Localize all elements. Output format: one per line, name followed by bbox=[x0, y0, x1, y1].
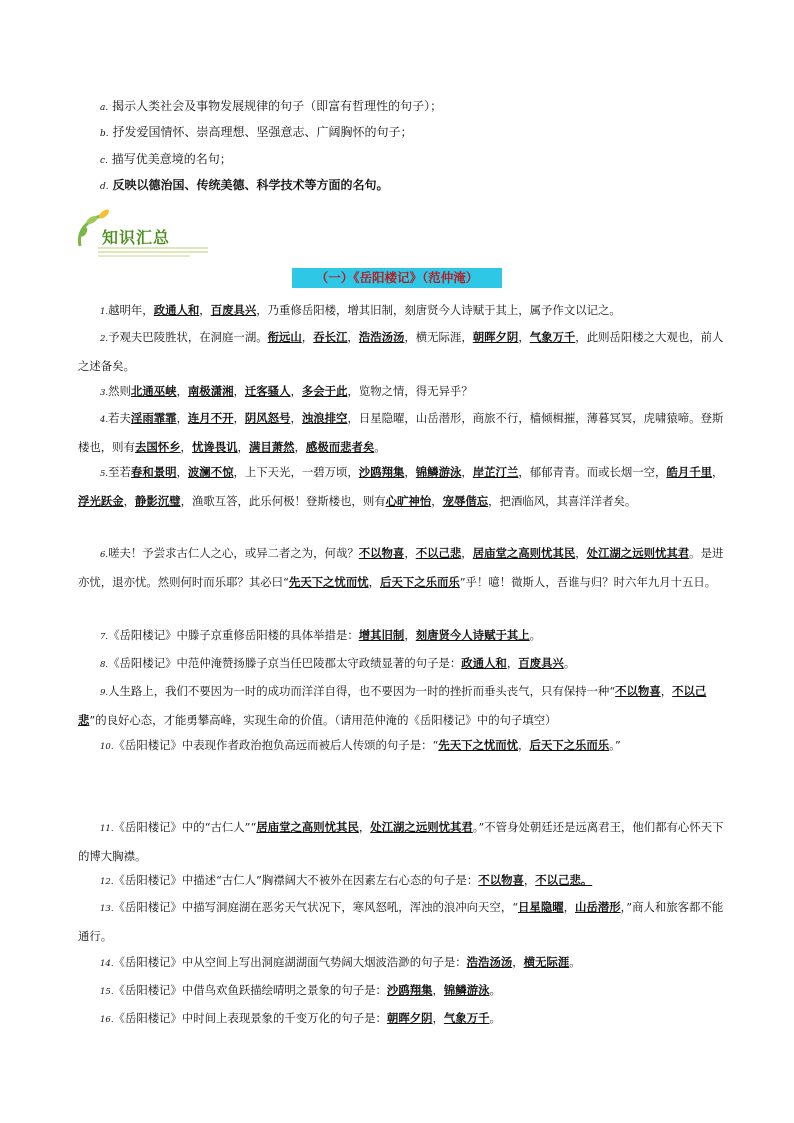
text-run: ，渔歌互答，此乐何极！登斯楼也，则有 bbox=[180, 494, 386, 508]
text-run: ， bbox=[358, 820, 371, 834]
text-run: ，览物之情，得无异乎？ bbox=[347, 384, 473, 398]
key-phrase: 锦鳞游泳 bbox=[415, 465, 462, 479]
text-run: ， bbox=[199, 303, 211, 317]
key-phrase: 后天下之乐而乐 bbox=[380, 575, 460, 589]
text-run: 《岳阳楼记》中时间上表现景象的千变万化的句子是： bbox=[113, 1011, 387, 1025]
text-run: 。” bbox=[609, 738, 621, 752]
text-run: ， bbox=[404, 465, 416, 479]
key-phrase: 北通巫峡 bbox=[130, 384, 177, 398]
key-phrase: 山岳潜形 bbox=[575, 900, 621, 914]
item-number: 7. bbox=[100, 632, 109, 642]
item-number: 2. bbox=[100, 334, 109, 344]
item-number: 16. bbox=[100, 1015, 114, 1025]
text-run: ， bbox=[404, 628, 416, 642]
question-item bbox=[78, 1005, 728, 1034]
text-run: ， bbox=[523, 873, 536, 887]
text-run: ， bbox=[233, 384, 245, 398]
category-text: 反映以德治国、传统美德、科学技术等方面的名句。 bbox=[112, 178, 389, 192]
text-run: ， bbox=[575, 546, 587, 560]
question-item bbox=[78, 814, 728, 870]
text-run: ”的良好心态，才能勇攀高峰，实现生命的价值。（请用范仲淹的《岳阳楼记》中的句子填空） bbox=[89, 713, 557, 727]
text-run: ， bbox=[431, 494, 443, 508]
key-phrase: 处江湖之远则忧其君 bbox=[370, 820, 473, 834]
text-run: ， bbox=[233, 411, 245, 425]
text-run: ， bbox=[432, 983, 444, 997]
key-phrase: 百废具兴 bbox=[210, 303, 257, 317]
key-phrase: 浊浪排空 bbox=[301, 411, 348, 425]
text-run: 《岳阳楼记》中滕子京重修岳阳楼的具体举措是： bbox=[108, 628, 359, 642]
category-label: b. bbox=[100, 129, 109, 139]
category-a bbox=[100, 97, 442, 117]
text-run: ，日星隐曜，山岳潜形，商旅不行，樯倾楫摧，薄暮冥冥，虎啸猿啼。登斯楼也，则有 bbox=[78, 411, 724, 454]
key-phrase: 气象万千 bbox=[443, 1011, 490, 1025]
item-number: 13. bbox=[100, 904, 114, 914]
key-phrase: 朝晖夕阴 bbox=[386, 1011, 433, 1025]
text-run: 。”不管身处朝廷还是远离君王，他们都有心怀天下的博大胸襟。 bbox=[78, 820, 724, 863]
text-run: 予观夫巴陵胜状，在洞庭一湖。 bbox=[108, 330, 268, 344]
key-phrase: 宠辱偕忘 bbox=[442, 494, 489, 508]
text-run: 《岳阳楼记》中的“古仁人”“ bbox=[113, 820, 257, 834]
question-item bbox=[78, 650, 728, 679]
question-item bbox=[78, 949, 728, 978]
item-number: 11. bbox=[100, 824, 114, 834]
key-phrase: 日星隐曜 bbox=[518, 900, 564, 914]
text-run: ， bbox=[176, 411, 188, 425]
text-run: 若夫 bbox=[108, 411, 131, 425]
text-run: ， bbox=[461, 546, 473, 560]
text-run: 越明年， bbox=[108, 303, 154, 317]
key-phrase: 政通人和 bbox=[153, 303, 200, 317]
key-phrase: 不以己悲 bbox=[78, 684, 707, 727]
key-phrase: 满目萧然 bbox=[248, 440, 295, 454]
key-phrase: 不以己悲。 bbox=[535, 873, 593, 887]
question-item bbox=[78, 732, 728, 761]
category-d bbox=[100, 176, 388, 196]
key-phrase: 先天下之忧而忧 bbox=[288, 575, 369, 589]
text-run: ， bbox=[347, 330, 359, 344]
key-phrase: 不以物喜 bbox=[358, 546, 405, 560]
passage-paragraph bbox=[78, 297, 728, 326]
text-run: ，横无际涯， bbox=[404, 330, 473, 344]
item-number: 14. bbox=[100, 959, 114, 969]
key-phrase: 横无际涯 bbox=[523, 955, 570, 969]
text-run: 。 bbox=[489, 983, 501, 997]
text-run: 《岳阳楼记》中描述“古仁人”胸襟阔大不被外在因素左右心态的句子是： bbox=[113, 873, 479, 887]
key-phrase: 不以物喜 bbox=[615, 684, 661, 698]
text-run: 。 bbox=[569, 955, 581, 969]
category-label: c. bbox=[100, 156, 108, 166]
passage-paragraph bbox=[78, 378, 728, 407]
key-phrase: 衔远山 bbox=[267, 330, 302, 344]
text-run: ，此则岳阳楼之大观也，前人之述备矣。 bbox=[78, 330, 724, 373]
key-phrase: 浩浩汤汤 bbox=[358, 330, 405, 344]
text-run: ， bbox=[301, 330, 314, 344]
key-phrase: 居庙堂之高则忧其民 bbox=[256, 820, 359, 834]
key-phrase: 政通人和 bbox=[461, 656, 507, 670]
key-phrase: 吞长江 bbox=[313, 330, 348, 344]
key-phrase: 浩浩汤汤 bbox=[466, 955, 513, 969]
key-phrase: 忧谗畏讥 bbox=[191, 440, 238, 454]
text-run: ， bbox=[512, 955, 524, 969]
text-run: ， bbox=[290, 384, 302, 398]
item-number: 8. bbox=[100, 660, 109, 670]
key-phrase: 多会于此 bbox=[301, 384, 348, 398]
category-label: d. bbox=[100, 182, 109, 192]
text-run: 《岳阳楼记》中借鸟欢鱼跃描绘晴明之景象的句子是： bbox=[113, 983, 387, 997]
item-number: 4. bbox=[100, 415, 109, 425]
item-number: 10. bbox=[100, 742, 114, 752]
text-run: ， bbox=[461, 465, 473, 479]
passage-paragraph bbox=[78, 405, 728, 461]
text-run: 《岳阳楼记》中范仲淹赞扬滕子京当任巴陵郡太守政绩显著的句子是： bbox=[108, 656, 462, 670]
text-run: ， bbox=[404, 546, 416, 560]
key-phrase: 阴风怒号 bbox=[244, 411, 291, 425]
question-item bbox=[78, 678, 728, 734]
key-phrase: 气象万千 bbox=[529, 330, 576, 344]
text-run: 《岳阳楼记》中表现作者政治抱负高远而被后人传颂的句子是：“ bbox=[113, 738, 439, 752]
text-run: ，上下天光，一碧万顷， bbox=[233, 465, 359, 479]
text-run: 。 bbox=[489, 1011, 501, 1025]
text-run: ， bbox=[368, 575, 381, 589]
key-phrase: 春和景明 bbox=[130, 465, 177, 479]
text-run: 至若 bbox=[108, 465, 131, 479]
badge-label: 知识汇总 bbox=[102, 228, 171, 247]
passage-paragraph bbox=[78, 459, 728, 515]
item-number: 12. bbox=[100, 877, 114, 887]
key-phrase: 迁客骚人 bbox=[244, 384, 291, 398]
key-phrase: 心旷神怡 bbox=[385, 494, 432, 508]
text-run: 。 bbox=[529, 628, 542, 642]
text-run: ”乎！噫！微斯人，吾谁与归？时六年九月十五日。 bbox=[459, 575, 717, 589]
text-run: ， bbox=[432, 1011, 444, 1025]
text-run: ， bbox=[563, 900, 576, 914]
key-phrase: 沙鸥翔集 bbox=[358, 465, 405, 479]
passage-paragraph bbox=[78, 324, 728, 380]
text-run: ， bbox=[660, 684, 673, 698]
category-text: 揭示人类社会及事物发展规律的句子（即富有哲理性的句子）； bbox=[112, 99, 443, 113]
key-phrase: 去国怀乡 bbox=[134, 440, 181, 454]
key-phrase: 感极而悲者矣 bbox=[305, 440, 375, 454]
item-number: 3. bbox=[100, 388, 109, 398]
text-run: 。 bbox=[374, 440, 386, 454]
key-phrase: 岸芷汀兰 bbox=[472, 465, 519, 479]
text-run: 。是进亦忧，退亦忧。然则何时而乐耶？其必曰“ bbox=[78, 546, 724, 589]
item-number: 6. bbox=[100, 550, 109, 560]
key-phrase: 锦鳞游泳 bbox=[443, 983, 490, 997]
key-phrase: 百废具兴 bbox=[518, 656, 564, 670]
text-run: ，乃重修岳阳楼，增其旧制，刻唐贤今人诗赋于其上，属予作文以记之。 bbox=[256, 303, 621, 317]
key-phrase: 刻唐贤今人诗赋于其上 bbox=[415, 628, 530, 642]
text-run: ， bbox=[518, 330, 530, 344]
category-text: 描写优美意境的名句； bbox=[111, 152, 232, 166]
text-run: ， bbox=[180, 440, 192, 454]
key-phrase: 不以己悲 bbox=[415, 546, 462, 560]
text-run: 然则 bbox=[108, 384, 131, 398]
category-b bbox=[100, 123, 412, 143]
category-c bbox=[100, 150, 232, 170]
question-item bbox=[78, 894, 728, 950]
text-run: ，把酒临风，其喜洋洋者矣。 bbox=[488, 494, 637, 508]
question-item bbox=[78, 622, 728, 651]
key-phrase: 浮光跃金 bbox=[78, 494, 124, 508]
text-run: ， bbox=[176, 384, 188, 398]
text-run: ， bbox=[123, 494, 135, 508]
key-phrase: 处江湖之远则忧其君 bbox=[586, 546, 690, 560]
item-number: 9. bbox=[100, 688, 109, 698]
category-text: 抒发爱国情怀、崇高理想、坚强意志、广阔胸怀的句子； bbox=[112, 125, 413, 139]
question-item bbox=[78, 977, 728, 1006]
text-run: ， bbox=[518, 738, 530, 752]
key-phrase: 先天下之忧而忧 bbox=[438, 738, 519, 752]
item-number: 15. bbox=[100, 987, 114, 997]
item-number: 5. bbox=[100, 469, 109, 479]
text-run: 《岳阳楼记》中描写洞庭湖在恶劣天气状况下，寒风怒吼，浑浊的浪冲向天空，“ bbox=[113, 900, 519, 914]
text-run: 《岳阳楼记》中从空间上写出洞庭湖湖面气势阔大烟波浩渺的句子是： bbox=[113, 955, 467, 969]
text-run: 。 bbox=[563, 656, 576, 670]
question-item bbox=[78, 867, 728, 896]
key-phrase: 增其旧制 bbox=[358, 628, 405, 642]
key-phrase: 南极潇湘 bbox=[187, 384, 234, 398]
text-run: ， bbox=[176, 465, 188, 479]
knowledge-summary-badge bbox=[70, 206, 210, 258]
text-run: ，郁郁青青。而或长烟一空， bbox=[518, 465, 667, 479]
key-phrase: 沙鸥翔集 bbox=[386, 983, 433, 997]
text-run: ， bbox=[294, 440, 306, 454]
text-run: ， bbox=[506, 656, 519, 670]
key-phrase: 后天下之乐而乐 bbox=[529, 738, 610, 752]
item-number: 1. bbox=[100, 307, 109, 317]
text-run: 人生路上，我们不要因为一时的成功而洋洋自得，也不要因为一时的挫折而垂头丧气，只有保持一种“ bbox=[108, 684, 616, 698]
text-run: ，”商人和旅客都不能通行。 bbox=[78, 900, 724, 943]
text-run: ， bbox=[237, 440, 249, 454]
key-phrase: 淫雨霏霏 bbox=[130, 411, 177, 425]
key-phrase: 居庙堂之高则忧其民 bbox=[472, 546, 576, 560]
passage-paragraph bbox=[78, 540, 728, 596]
key-phrase: 连月不开 bbox=[187, 411, 234, 425]
text-run: ， bbox=[290, 411, 302, 425]
category-label: a. bbox=[100, 103, 109, 113]
key-phrase: 不以物喜 bbox=[478, 873, 524, 887]
key-phrase: 静影沉璧 bbox=[134, 494, 181, 508]
key-phrase: 波澜不惊 bbox=[187, 465, 234, 479]
section-title: （一）《岳阳楼记》（范仲淹） bbox=[292, 268, 502, 288]
text-run: 嗟夫！予尝求古仁人之心，或异二者之为，何哉？ bbox=[108, 546, 359, 560]
key-phrase: 朝晖夕阴 bbox=[472, 330, 519, 344]
text-run: ， bbox=[712, 465, 724, 479]
key-phrase: 皓月千里 bbox=[666, 465, 713, 479]
